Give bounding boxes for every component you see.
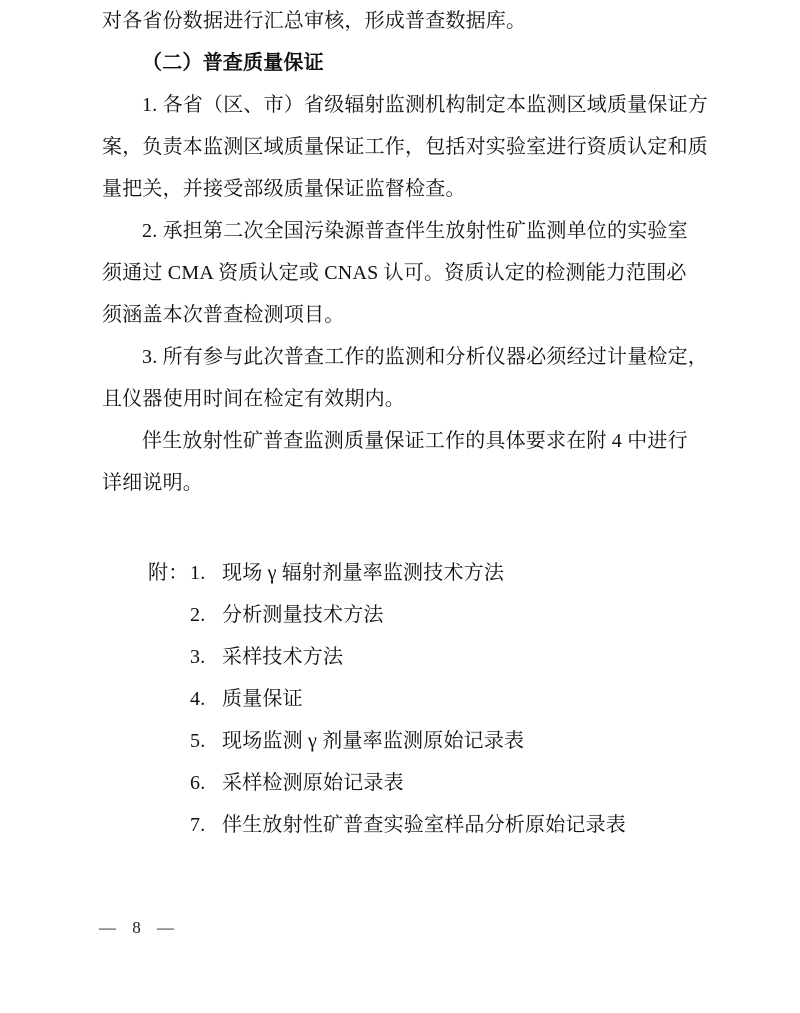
paragraph-line: 1. 各省（区、市）省级辐射监测机构制定本监测区域质量保证方 — [142, 94, 708, 116]
attachment-item-title: 采样检测原始记录表 — [222, 772, 404, 794]
attachment-item-number: 5. — [190, 730, 206, 752]
attachment-item-title: 现场监测 γ 剂量率监测原始记录表 — [222, 730, 525, 752]
attachment-item-title: 伴生放射性矿普查实验室样品分析原始记录表 — [222, 814, 626, 836]
attachment-label-spacer — [148, 762, 190, 804]
paragraph-line: 对各省份数据进行汇总审核，形成普查数据库。 — [102, 10, 527, 32]
document-body — [102, 0, 706, 846]
attachment-label-spacer — [148, 594, 190, 636]
attachment-item — [102, 552, 706, 594]
section-heading: （二）普查质量保证 — [142, 52, 324, 74]
attachment-list — [102, 552, 706, 846]
attachment-label-spacer — [148, 720, 190, 762]
paragraph-line: 2. 承担第二次全国污染源普查伴生放射性矿监测单位的实验室 — [142, 220, 688, 242]
paragraph-line: 且仪器使用时间在检定有效期内。 — [102, 388, 405, 410]
attachment-item-number: 6. — [190, 772, 206, 794]
paragraph-line: 须涵盖本次普查检测项目。 — [102, 304, 345, 326]
attachment-item-number: 2. — [190, 604, 206, 626]
paragraph-line: 3. 所有参与此次普查工作的监测和分析仪器必须经过计量检定， — [142, 346, 708, 368]
attachment-item — [102, 762, 706, 804]
attachment-item — [102, 678, 706, 720]
attachment-item-number: 7. — [190, 814, 206, 836]
paragraph-line: 量把关，并接受部级质量保证监督检查。 — [102, 178, 466, 200]
attachment-item — [102, 594, 706, 636]
attachment-item — [102, 720, 706, 762]
attachment-item-title: 质量保证 — [222, 688, 303, 710]
attachment-item-title: 采样技术方法 — [222, 646, 344, 668]
paragraph-line: 须通过 CMA 资质认定或 CNAS 认可。资质认定的检测能力范围必 — [102, 262, 687, 284]
attachment-item-number: 1. — [190, 562, 206, 584]
paragraph-line: 详细说明。 — [102, 472, 203, 494]
attachment-item — [102, 636, 706, 678]
attachment-label: 附： — [148, 562, 189, 584]
attachment-label-spacer — [148, 636, 190, 678]
attachment-item-number: 3. — [190, 646, 206, 668]
attachment-item-number: 4. — [190, 688, 206, 710]
attachment-item — [102, 804, 706, 846]
attachment-item-title: 现场 γ 辐射剂量率监测技术方法 — [222, 562, 505, 584]
attachment-label-spacer — [148, 804, 190, 846]
page-number: — 8 — — [99, 918, 175, 937]
attachment-item-title: 分析测量技术方法 — [222, 604, 384, 626]
paragraph-line: 伴生放射性矿普查监测质量保证工作的具体要求在附 4 中进行 — [142, 430, 688, 452]
paragraph-line: 案，负责本监测区域质量保证工作，包括对实验室进行资质认定和质 — [102, 136, 708, 158]
attachment-label-spacer — [148, 678, 190, 720]
